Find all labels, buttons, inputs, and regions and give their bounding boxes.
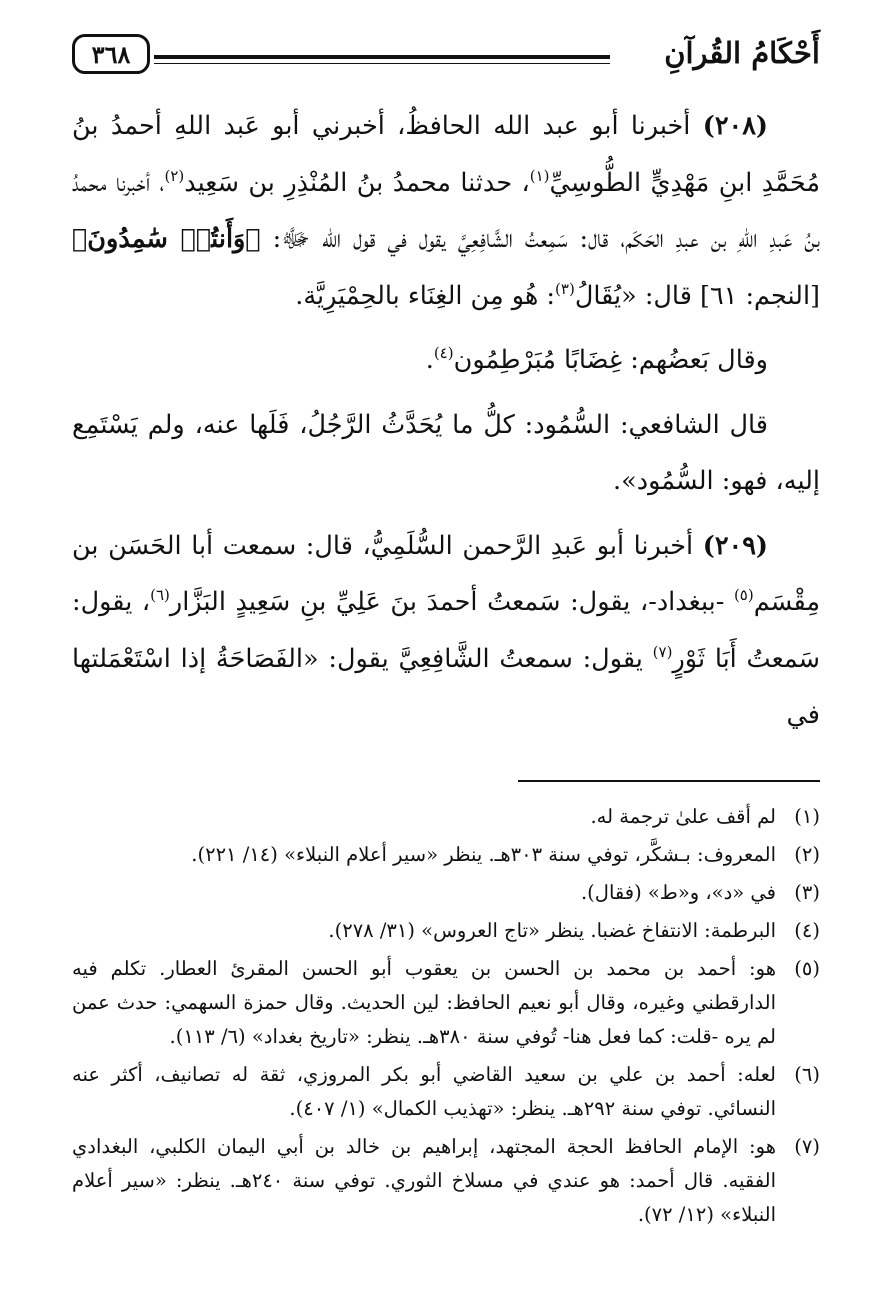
footnote-ref-1[interactable]: (١) <box>529 166 550 185</box>
footnote-text: هو: الإمام الحافظ الحجة المجتهد، إبراهيم بن خالد بن أبي اليمان الكلبي، البغدادي الفقيه. قال أحمد: هو عندي في مسلاخ الثوري. توفي سنة ٢٤٠هـ. ينظر: «سير أعلام النبلاء» (١٢/ ٧٢). <box>72 1134 776 1226</box>
footnote-ref-5[interactable]: (٥) <box>733 586 754 604</box>
footnote-1 <box>72 800 820 834</box>
text-run: وقال بَعضُهم: غِضَابًا مُبَرْطِمُون <box>453 345 768 375</box>
footnotes <box>72 800 820 1232</box>
footnote-text: هو: أحمد بن محمد بن الحسن بن يعقوب أبو الحسن المقرئ العطار. تكلم فيه الدارقطني وغيره، وقال أبو نعيم الحافظ: لين الحديث. وقال حمزة السهمي: حدث عمن لم يره -قلت: كما فعل هنا- تُوفي سنة ٣٨٠هـ. ينظر: «تاريخ بغداد» (٦/ ١١٣). <box>72 956 776 1048</box>
book-page <box>72 30 820 1280</box>
header-rule-thick <box>154 55 610 59</box>
text-run: أخبرنا أبو عَبدِ الرَّحمن السُّلَمِيُّ، قال: سمعت أبا الحَسَن بن مِقْسَم <box>72 530 820 617</box>
paragraph-208 <box>72 98 820 324</box>
footnote-number: (٧) <box>794 1134 820 1158</box>
text-run: [النجم: ٦١] قال: «يُقَالُ <box>574 280 820 311</box>
text-run: ، حدثنا محمدُ بنُ المُنْذِرِ بن سَعِيد <box>184 167 530 198</box>
footnote-number: (٦) <box>794 1062 820 1086</box>
footnote-separator <box>518 780 820 782</box>
page-number-badge <box>72 34 150 74</box>
page-number: ٣٦٨ <box>91 39 131 69</box>
footnote-number: (٥) <box>794 956 820 980</box>
footnote-number: (٤) <box>794 918 820 942</box>
text-run: أخبرنا أبو عبد الله الحافظُ، أخبرني أبو عَبد اللهِ أحمدُ بنُ مُحَمَّدِ ابنِ مَهْدِيٍّ الطُّوسِيِّ <box>72 111 820 198</box>
footnote-6 <box>72 1058 820 1126</box>
header-rule-thin <box>154 63 610 64</box>
footnote-ref-4[interactable]: (٤) <box>433 344 454 362</box>
quran-verse: ﴿وَأَنتُمۡ سَٰمِدُونَ﴾ <box>72 224 261 254</box>
footnote-2 <box>72 838 820 872</box>
text-run: : هُو مِن الغِنَاء بالحِمْيَرِيَّة. <box>295 280 556 311</box>
book-title: أَحْكَامُ القُرآنِ <box>664 36 820 70</box>
paragraph-209 <box>72 518 820 744</box>
hadith-number-209: (٢٠٩) <box>702 530 768 561</box>
text-run: -ببغداد-، يقول: سَمعتُ أحمدَ بنَ عَلِيِّ بنِ سَعِيدٍ البَزَّار <box>169 587 734 617</box>
text-run: . <box>425 345 434 375</box>
footnote-number: (١) <box>794 804 820 828</box>
text-run: ، أخبرنا محمدُ بنُ عَبدِ اللهِ بن عبدِ الحَكَم، قال: سَمِعتُ الشَّافِعِيَّ يقول في قول الله ﷻ: <box>72 167 820 254</box>
footnote-7 <box>72 1130 820 1232</box>
footnote-text: لعله: أحمد بن علي بن سعيد القاضي أبو بكر المروزي، ثقة له تصانيف، أكثر عنه النسائي. توفي سنة ٢٩٢هـ. ينظر: «تهذيب الكمال» (١/ ٤٠٧). <box>72 1062 776 1120</box>
footnote-text: في «د»، و«ط» (فقال). <box>580 880 776 904</box>
main-text <box>72 98 820 744</box>
footnote-ref-7[interactable]: (٧) <box>652 642 673 661</box>
footnote-number: (٢) <box>794 842 820 866</box>
paragraph-other-view <box>72 332 820 389</box>
footnote-text: المعروف: بـشكَّر، توفي سنة ٣٠٣هـ. ينظر «سير أعلام النبلاء» (١٤/ ٢٢١). <box>191 842 776 866</box>
text-run: ، يقول: سَمعتُ أَبَا ثَوْرٍ <box>72 587 821 674</box>
footnote-ref-3[interactable]: (٣) <box>555 279 575 298</box>
footnote-ref-2[interactable]: (٢) <box>164 166 185 185</box>
footnote-text: البرطمة: الانتفاخ غضبا. ينظر «تاج العروس» (٣١/ ٢٧٨). <box>328 918 776 942</box>
text-run: يقول: سمعتُ الشَّافِعِيَّ يقول: «الفَصَاحَةُ إذا اسْتَعْمَلتها في <box>72 643 820 730</box>
footnote-5 <box>72 952 820 1054</box>
footnote-3 <box>72 876 820 910</box>
footnote-number: (٣) <box>794 880 820 904</box>
footnote-text: لم أقف علىٰ ترجمة له. <box>590 804 776 828</box>
footnote-ref-6[interactable]: (٦) <box>150 586 170 604</box>
footnote-4 <box>72 914 820 948</box>
hadith-number-208: (٢٠٨) <box>702 111 768 141</box>
paragraph-shafii-definition: قال الشافعي: السُّمُود: كلُّ ما يُحَدَّثُ الرَّجُلُ، فَلَها عنه، ولم يَسْتَمِع إليه، فهو: السُّمُود». <box>72 409 820 496</box>
page-header <box>72 30 820 90</box>
